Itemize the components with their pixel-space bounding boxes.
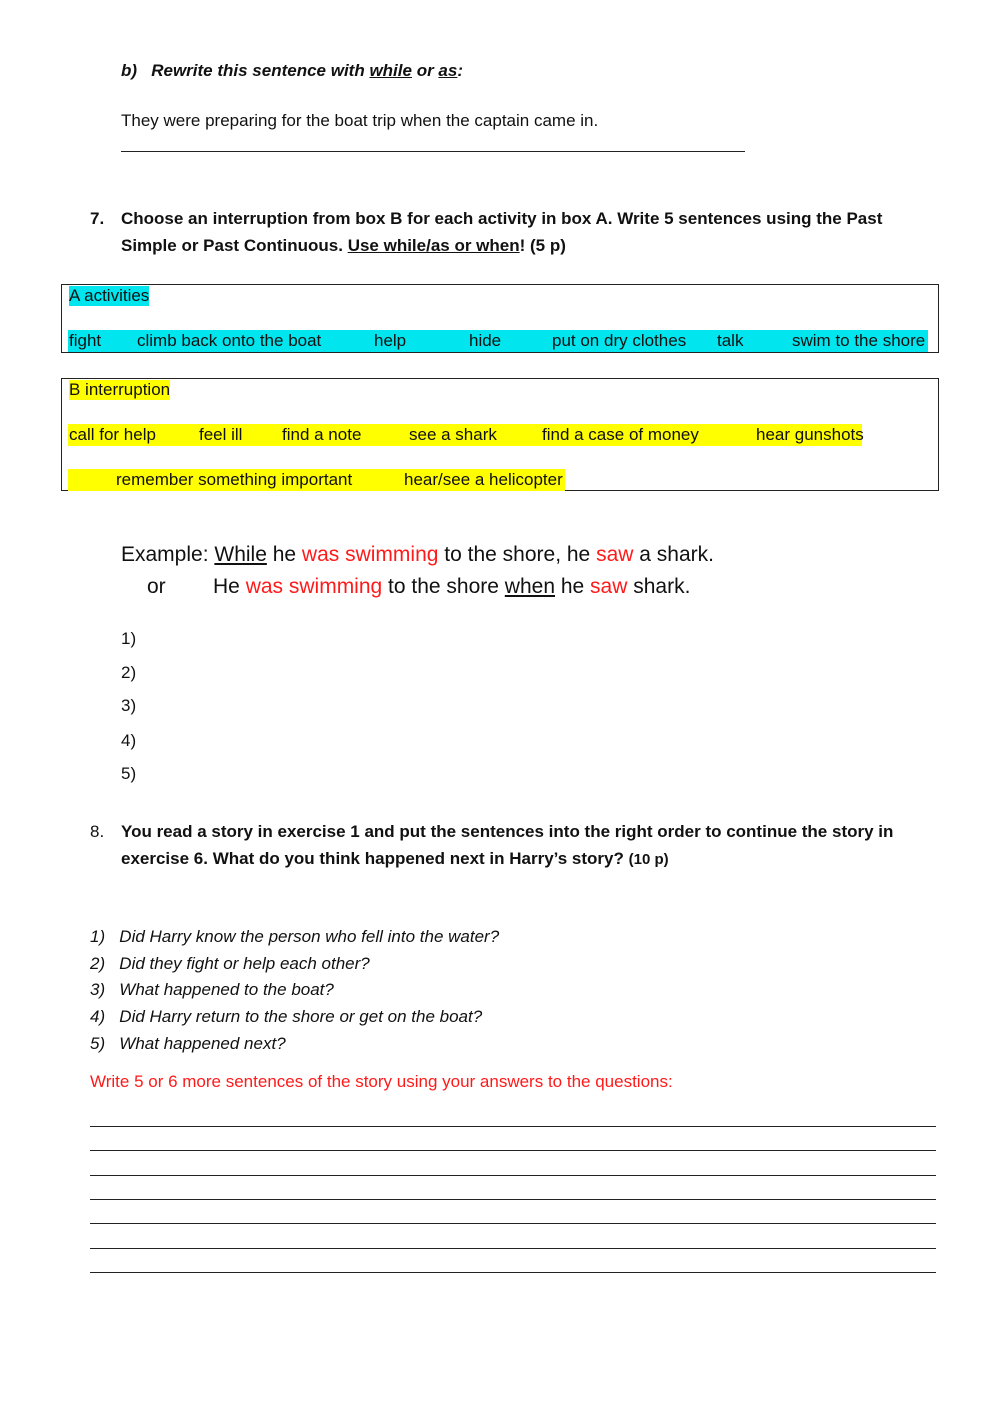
- box-a-item: climb back onto the boat: [137, 331, 322, 350]
- box-a-item: put on dry clothes: [552, 331, 687, 350]
- ex8-question: 4) Did Harry return to the shore or get on the boat?: [90, 1007, 483, 1026]
- writing-line[interactable]: [90, 1223, 936, 1224]
- ex8-question: 2) Did they fight or help each other?: [90, 954, 370, 973]
- ex8-question: 5) What happened next?: [90, 1034, 286, 1053]
- writing-line[interactable]: [90, 1199, 936, 1200]
- writing-line[interactable]: [90, 1272, 936, 1273]
- box-b-item: feel ill: [199, 425, 243, 444]
- example-or: or: [147, 575, 166, 598]
- ex7-instruction-line2: Simple or Past Continuous. Use while/as or when! (5 p): [121, 236, 566, 255]
- box-a-item: talk: [717, 331, 744, 350]
- writing-line[interactable]: [90, 1248, 936, 1249]
- box-b-item: see a shark: [409, 425, 497, 444]
- ex8-write-instruction: Write 5 or 6 more sentences of the story using your answers to the questions:: [90, 1072, 673, 1091]
- ex8-number: 8.: [90, 822, 105, 841]
- box-a-title: A activities: [69, 286, 150, 305]
- writing-line[interactable]: [90, 1126, 936, 1127]
- ex8-question: 1) Did Harry know the person who fell into the water?: [90, 927, 500, 946]
- ex8-instruction-line2: exercise 6. What do you think happened next in Harry’s story? (10 p): [121, 849, 669, 868]
- ex8-question: 3) What happened to the boat?: [90, 980, 334, 999]
- example-sentence-1: Example: While he was swimming to the shore, he saw a shark.: [121, 543, 714, 566]
- box-a-item: swim to the shore: [792, 331, 926, 350]
- box-b-item: call for help: [69, 425, 156, 444]
- part-b-sentence: They were preparing for the boat trip when the captain came in.: [121, 111, 599, 130]
- ex7-answer-1[interactable]: 1): [121, 629, 137, 648]
- ex7-answer-4[interactable]: 4): [121, 731, 137, 750]
- box-a-item: hide: [469, 331, 502, 350]
- box-b-item: find a note: [282, 425, 362, 444]
- box-b-title: B interruption: [69, 380, 171, 399]
- ex8-instruction-line1: You read a story in exercise 1 and put the sentences into the right order to continue the story in: [121, 822, 894, 841]
- ex7-instruction-line1: Choose an interruption from box B for each activity in box A. Write 5 sentences using the Past: [121, 209, 883, 228]
- ex7-answer-5[interactable]: 5): [121, 764, 137, 783]
- example-sentence-2: He was swimming to the shore when he saw shark.: [213, 575, 691, 598]
- part-b-answer-line[interactable]: [121, 151, 745, 152]
- ex7-number: 7.: [90, 209, 105, 228]
- box-a-item: fight: [69, 331, 102, 350]
- ex7-answer-2[interactable]: 2): [121, 663, 137, 682]
- box-b-item: remember something important: [116, 470, 353, 489]
- box-b-item: find a case of money: [542, 425, 699, 444]
- writing-line[interactable]: [90, 1150, 936, 1151]
- part-b-instruction: b) Rewrite this sentence with while or as:: [121, 61, 464, 80]
- ex7-answer-3[interactable]: 3): [121, 696, 137, 715]
- box-a-item: help: [374, 331, 407, 350]
- box-b-item: hear/see a helicopter: [404, 470, 563, 489]
- part-b-label: b): [121, 61, 138, 80]
- box-b-item: hear gunshots: [756, 425, 864, 444]
- writing-line[interactable]: [90, 1175, 936, 1176]
